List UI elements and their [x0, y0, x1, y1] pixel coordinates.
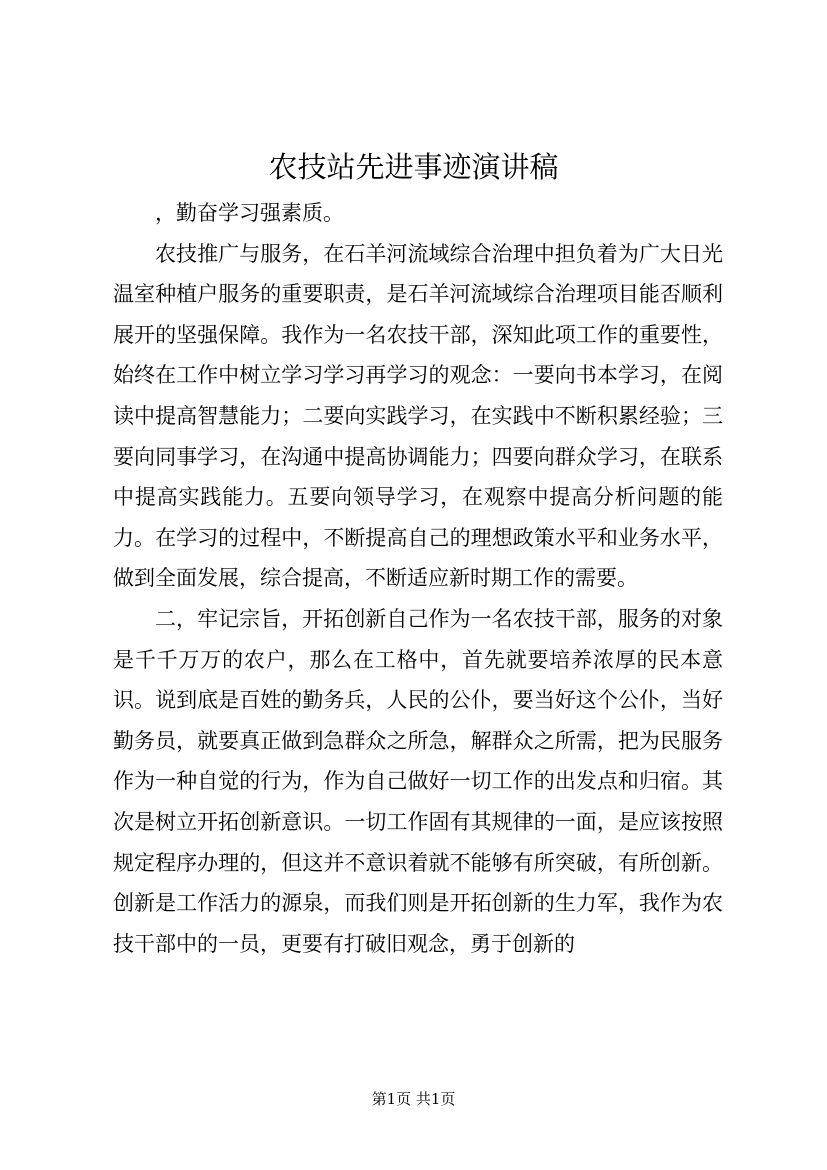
document-title: 农技站先进事迹演讲稿	[268, 150, 559, 184]
page-footer: 第1页 共1页	[371, 1090, 456, 1108]
paragraph-3: 二，牢记宗旨，开拓创新自己作为一名农技干部，服务的对象是千千万万的农户，那么在工格中，首先就要培养浓厚的民本意识。说到底是百姓的勤务兵，人民的公仆，要当好这个公仆，当好勤务员，就要真正做到急群众之所急，解群众之所需，把为民服务作为一种自觉的行为，作为自己做好一切工作的出发点和归宿。其次是树立开拓创新意识。一切工作固有其规律的一面，是应该按照规定程序办理的，但这并不意识着就不能够有所突破，有所创新。创新是工作活力的源泉，而我们则是开拓创新的生力军，我作为农技干部中的一员，更要有打破旧观念，勇于创新的	[113, 606, 723, 956]
paragraph-1: ，勤奋学习强素质。	[155, 201, 344, 225]
paragraph-2: 农技推广与服务，在石羊河流域综合治理中担负着为广大日光温室种植户服务的重要职责，是石羊河流域综合治理项目能否顺利展开的坚强保障。我作为一名农技干部，深知此项工作的重要性，始终在工作中树立学习学习再学习的观念：一要向书本学习，在阅读中提高智慧能力；二要向实践学习，在实践中不断积累经验；三要向同事学习，在沟通中提高协调能力；四要向群众学习，在联系中提高实践能力。五要向领导学习，在观察中提高分析问题的能力。在学习的过程中，不断提高自己的理想政策水平和业务水平，做到全面发展，综合提高，不断适应新时期工作的需要。	[113, 241, 723, 591]
document-body	[113, 193, 723, 964]
